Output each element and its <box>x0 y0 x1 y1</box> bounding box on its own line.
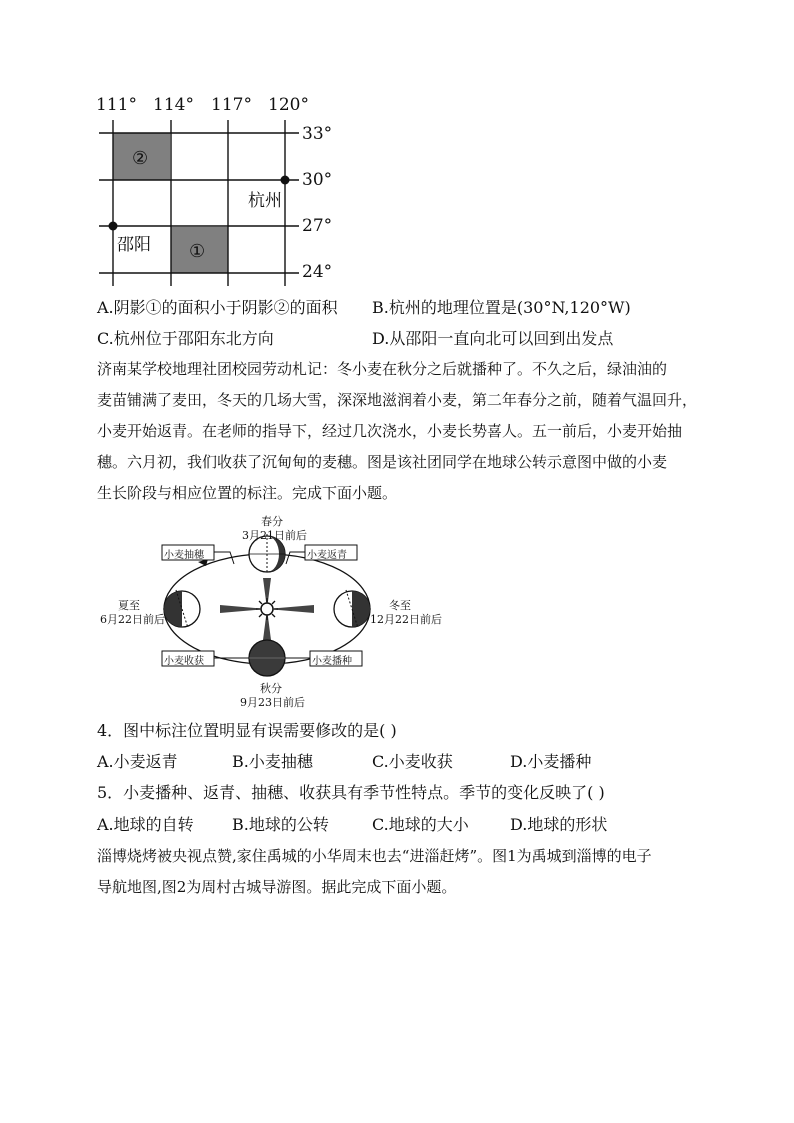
q4-option-b: B.小麦抽穗 <box>232 752 313 771</box>
spring-equinox-title: 春分 <box>261 515 283 528</box>
label-wheat-greening: 小麦返青 <box>307 550 347 561</box>
q5-option-c: C.地球的大小 <box>372 815 469 834</box>
label-wheat-harvest: 小麦收获 <box>164 656 204 667</box>
passage1-line-5: 生长阶段与相应位置的标注。完成下面小题。 <box>97 484 398 502</box>
q4-option-c: C.小麦收获 <box>372 752 453 771</box>
hangzhou-label: 杭州 <box>248 191 282 211</box>
q3-option-b: B.杭州的地理位置是(30°N,120°W) <box>372 298 631 317</box>
lon-label-117: 117° <box>211 95 252 115</box>
earth-autumn-icon <box>249 640 285 676</box>
q3-option-c: C.杭州位于邵阳东北方向 <box>97 329 274 348</box>
q3-option-d: D.从邵阳一直向北可以回到出发点 <box>372 329 614 348</box>
q5-option-b: B.地球的公转 <box>232 815 329 834</box>
lat-label-27: 27° <box>302 216 333 236</box>
lon-label-120: 120° <box>268 95 309 115</box>
lat-label-30: 30° <box>302 170 333 190</box>
earth-summer-icon <box>164 590 200 628</box>
sun-icon <box>256 598 278 620</box>
q4-option-d: D.小麦播种 <box>510 752 592 771</box>
q4-option-a: A.小麦返青 <box>97 752 178 771</box>
winter-solstice-title: 冬至 <box>389 599 411 612</box>
passage2-line-1: 淄博烧烤被央视点赞,家住禹城的小华周末也去“进淄赶烤”。图1为禹城到淄博的电子 <box>97 847 652 865</box>
q5-option-a: A.地球的自转 <box>97 815 194 834</box>
passage1-line-3: 小麦开始返青。在老师的指导下，经过几次浇水，小麦长势喜人。五一前后，小麦开始抽 <box>97 422 683 440</box>
hangzhou-dot <box>281 176 290 185</box>
label-wheat-sowing: 小麦播种 <box>312 656 352 667</box>
shade-1-label: ① <box>189 241 206 262</box>
lat-label-33: 33° <box>302 124 333 144</box>
passage1-line-4: 穗。六月初，我们收获了沉甸甸的麦穗。图是该社团同学在地球公转示意图中做的小麦 <box>97 453 668 471</box>
q4-stem: 4．图中标注位置明显有误需要修改的是( ) <box>97 721 397 740</box>
q5-stem: 5．小麦播种、返青、抽穗、收获具有季节性特点。季节的变化反映了( ) <box>97 783 605 802</box>
shaoyang-label: 邵阳 <box>117 235 151 255</box>
passage1-line-2: 麦苗铺满了麦田，冬天的几场大雪，深深地滋润着小麦，第二年春分之前，随着气温回升， <box>97 391 698 409</box>
label-wheat-heading: 小麦抽穗 <box>164 550 204 561</box>
q5-option-d: D.地球的形状 <box>510 815 608 834</box>
spring-equinox-date: 3月21日前后 <box>242 529 307 542</box>
passage2-line-2: 导航地图,图2为周村古城导游图。据此完成下面小题。 <box>97 878 457 896</box>
autumn-equinox-title: 秋分 <box>260 682 282 695</box>
shade-2-label: ② <box>132 148 149 169</box>
lat-label-24: 24° <box>302 262 333 282</box>
summer-solstice-date: 6月22日前后 <box>100 613 165 626</box>
lon-label-114: 114° <box>153 95 194 115</box>
q3-option-a: A.阴影①的面积小于阴影②的面积 <box>97 298 338 317</box>
winter-solstice-date: 12月22日前后 <box>370 613 442 626</box>
lon-label-111: 111° <box>96 95 137 115</box>
summer-solstice-title: 夏至 <box>118 599 140 612</box>
earth-winter-icon <box>334 590 370 628</box>
autumn-equinox-date: 9月23日前后 <box>240 696 305 709</box>
passage1-line-1: 济南某学校地理社团校园劳动札记：冬小麦在秋分之后就播种了。不久之后，绿油油的 <box>97 360 668 378</box>
